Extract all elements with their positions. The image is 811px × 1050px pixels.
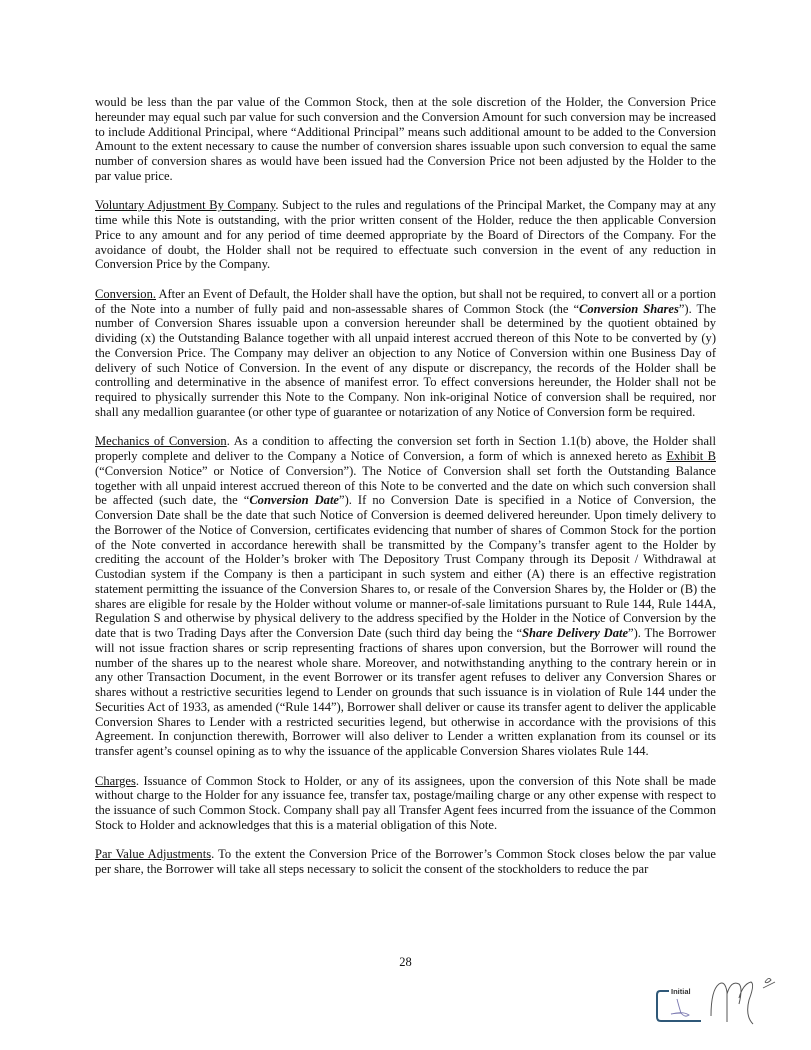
section-heading: Par Value Adjustments	[95, 847, 212, 862]
body-text: ”). The number of Conversion Shares issuable upon a conversion hereunder shall be determined by the quotient obtained by dividing (x) the Outstanding Balance together with all unpaid interest accrued thereon of this Note to be converted by (y) the Conversion Price. The Company may deliver an objection to any Notice of Conversion within one Business Day of delivery of such Notice of Conversion. In the event of any dispute or discrepancy, the records of the Holder shall be controlling and determinative in the absence of manifest error. To effect conversions hereunder, the Holder shall not be required to physically surrender this Note to the Company. Non ink-original Notice of conversion shall be required, nor shall any medallion guarantee (or other type of guarantee or notarization of any Notice of Conversion form be required.	[95, 301, 716, 419]
section-heading: Charges	[95, 773, 136, 788]
body-text: ”). If no Conversion Date is specified in a Notice of Conversion, the Conversion Date shall be the date that such Notice of Conversion is deemed delivered hereunder. Upon timely delivery to the Borrower of the Notice of Conversion, certificates evidencing that number of shares of Common Stock for the portion of the Note converted in accordance herewith shall be transmitted by the Company’s transfer agent to the Holder by crediting the account of the Holder’s broker with The Depository Trust Company through its Deposit / Withdrawal at Custodian system if the Company is then a participant in such system and either (A) there is an effective registration statement permitting the issuance of the Conversion Shares to, or resale of the Conversion Shares by, the Holder or (B) the shares are eligible for resale by the Holder without volume or manner-of-sale limitations pursuant to Rule 144, Rule 144A, Regulation S and otherwise by physical delivery to the address specified by the Holder in the Notice of Conversion by the date that is two Trading Days after the Conversion Date (such third day being the “	[95, 493, 716, 640]
defined-term: Share Delivery Date	[522, 626, 629, 640]
body-text: . To the extent the Conversion Price of the Borrower’s Common Stock closes below the par value per share, the Borrower will take all steps necessary to solicit the consent of the stockholders to reduce the par	[95, 847, 716, 876]
document-page	[95, 95, 716, 892]
signature-stroke	[711, 982, 753, 1024]
page-number: 28	[399, 955, 412, 969]
paragraph-par-value-adjustments	[95, 847, 716, 877]
section-heading: Conversion.	[95, 286, 156, 301]
initial-box[interactable]	[655, 987, 703, 1024]
signature-superscript	[763, 978, 775, 988]
body-text: (“Conversion Notice” or Notice of Conversion”). The Notice of Conversion shall set forth the Outstanding Balance together with all unpaid interest accrued thereon of this Note to be converted and the date on which such conversion shall be affected (such date, the “	[95, 463, 716, 508]
body-text: ”). The Borrower will not issue fraction shares or scrip representing fractions of shares upon conversion, but the Borrower will round the number of the shares up to the nearest whole share. Moreover, and notwithstanding anything to the contrary herein or in any other Transaction Document, in the event Borrower or its transfer agent refuses to deliver any Conversion Shares or shares without a restrictive securities legend to Lender on grounds that such issuance is in violation of Rule 144 under the Securities Act of 1933, as amended (“Rule 144”), Borrower shall deliver or cause its transfer agent to deliver the applicable Conversion Shares to Lender with a restricted securities legend, but otherwise in accordance with the provisions of this Agreement. In conjunction therewith, Borrower will also deliver to Lender a written explanation from its counsel or its transfer agent’s counsel opining as to why the issuance of the applicable Conversion Shares violates Rule 144.	[95, 626, 716, 758]
paragraph-voluntary-adjustment	[95, 198, 716, 272]
defined-term: Conversion Date	[249, 493, 340, 508]
signature-mark	[705, 970, 805, 1030]
initial-box-label: Initial	[671, 987, 691, 996]
section-heading: Mechanics of Conversion	[95, 434, 227, 449]
paragraph-mechanics-of-conversion	[95, 434, 716, 759]
paragraph-conversion	[95, 287, 716, 420]
paragraph-charges	[95, 774, 716, 833]
body-text: . As a condition to affecting the conversion set forth in Section 1.1(b) above, the Holder shall properly complete and deliver to the Company a Notice of Conversion, a form of which is annexed hereto as	[95, 434, 716, 463]
body-text: After an Event of Default, the Holder shall have the option, but shall not be required, to convert all or a portion of the Note into a number of fully paid and non-assessable shares of Common Stock (the “	[95, 286, 716, 316]
section-heading: Voluntary Adjustment By Company	[95, 198, 276, 213]
body-text: would be less than the par value of the Common Stock, then at the sole discretion of the Holder, the Conversion Price hereunder may equal such par value for such conversion and the Conversion Amount for such conversion may be increased to include Additional Principal, where “Additional Principal” means such additional amount to be added to the Conversion Amount to the extent necessary to cause the number of conversion shares issuable upon such conversion to equal the same number of conversion shares as would have been issued had the Conversion Price not been adjusted by the Holder to the par value price.	[95, 95, 716, 183]
paragraph-par-value-continuation	[95, 95, 716, 184]
body-text: . Subject to the rules and regulations of the Principal Market, the Company may at any time while this Note is outstanding, with the prior written consent of the Holder, reduce the then applicable Conversion Price to any amount and for any period of time deemed appropriate by the Board of Directors of the Company. For the avoidance of doubt, the Holder shall not be required to effectuate such conversion in the event of any reduction in Conversion Price by the Company.	[95, 198, 716, 272]
defined-term: Conversion Shares	[579, 301, 679, 316]
body-text: . Issuance of Common Stock to Holder, or any of its assignees, upon the conversion of this Note shall be made without charge to the Holder for any issuance fee, transfer tax, postage/mailing charge or any other expense with respect to the issuance of such Common Stock. Company shall pay all Transfer Agent fees incurred from the issuance of the Common Stock to Holder and acknowledges that this is a material obligation of this Note.	[95, 773, 716, 832]
exhibit-reference: Exhibit B	[666, 449, 716, 463]
initial-scribble-icon	[671, 999, 689, 1016]
